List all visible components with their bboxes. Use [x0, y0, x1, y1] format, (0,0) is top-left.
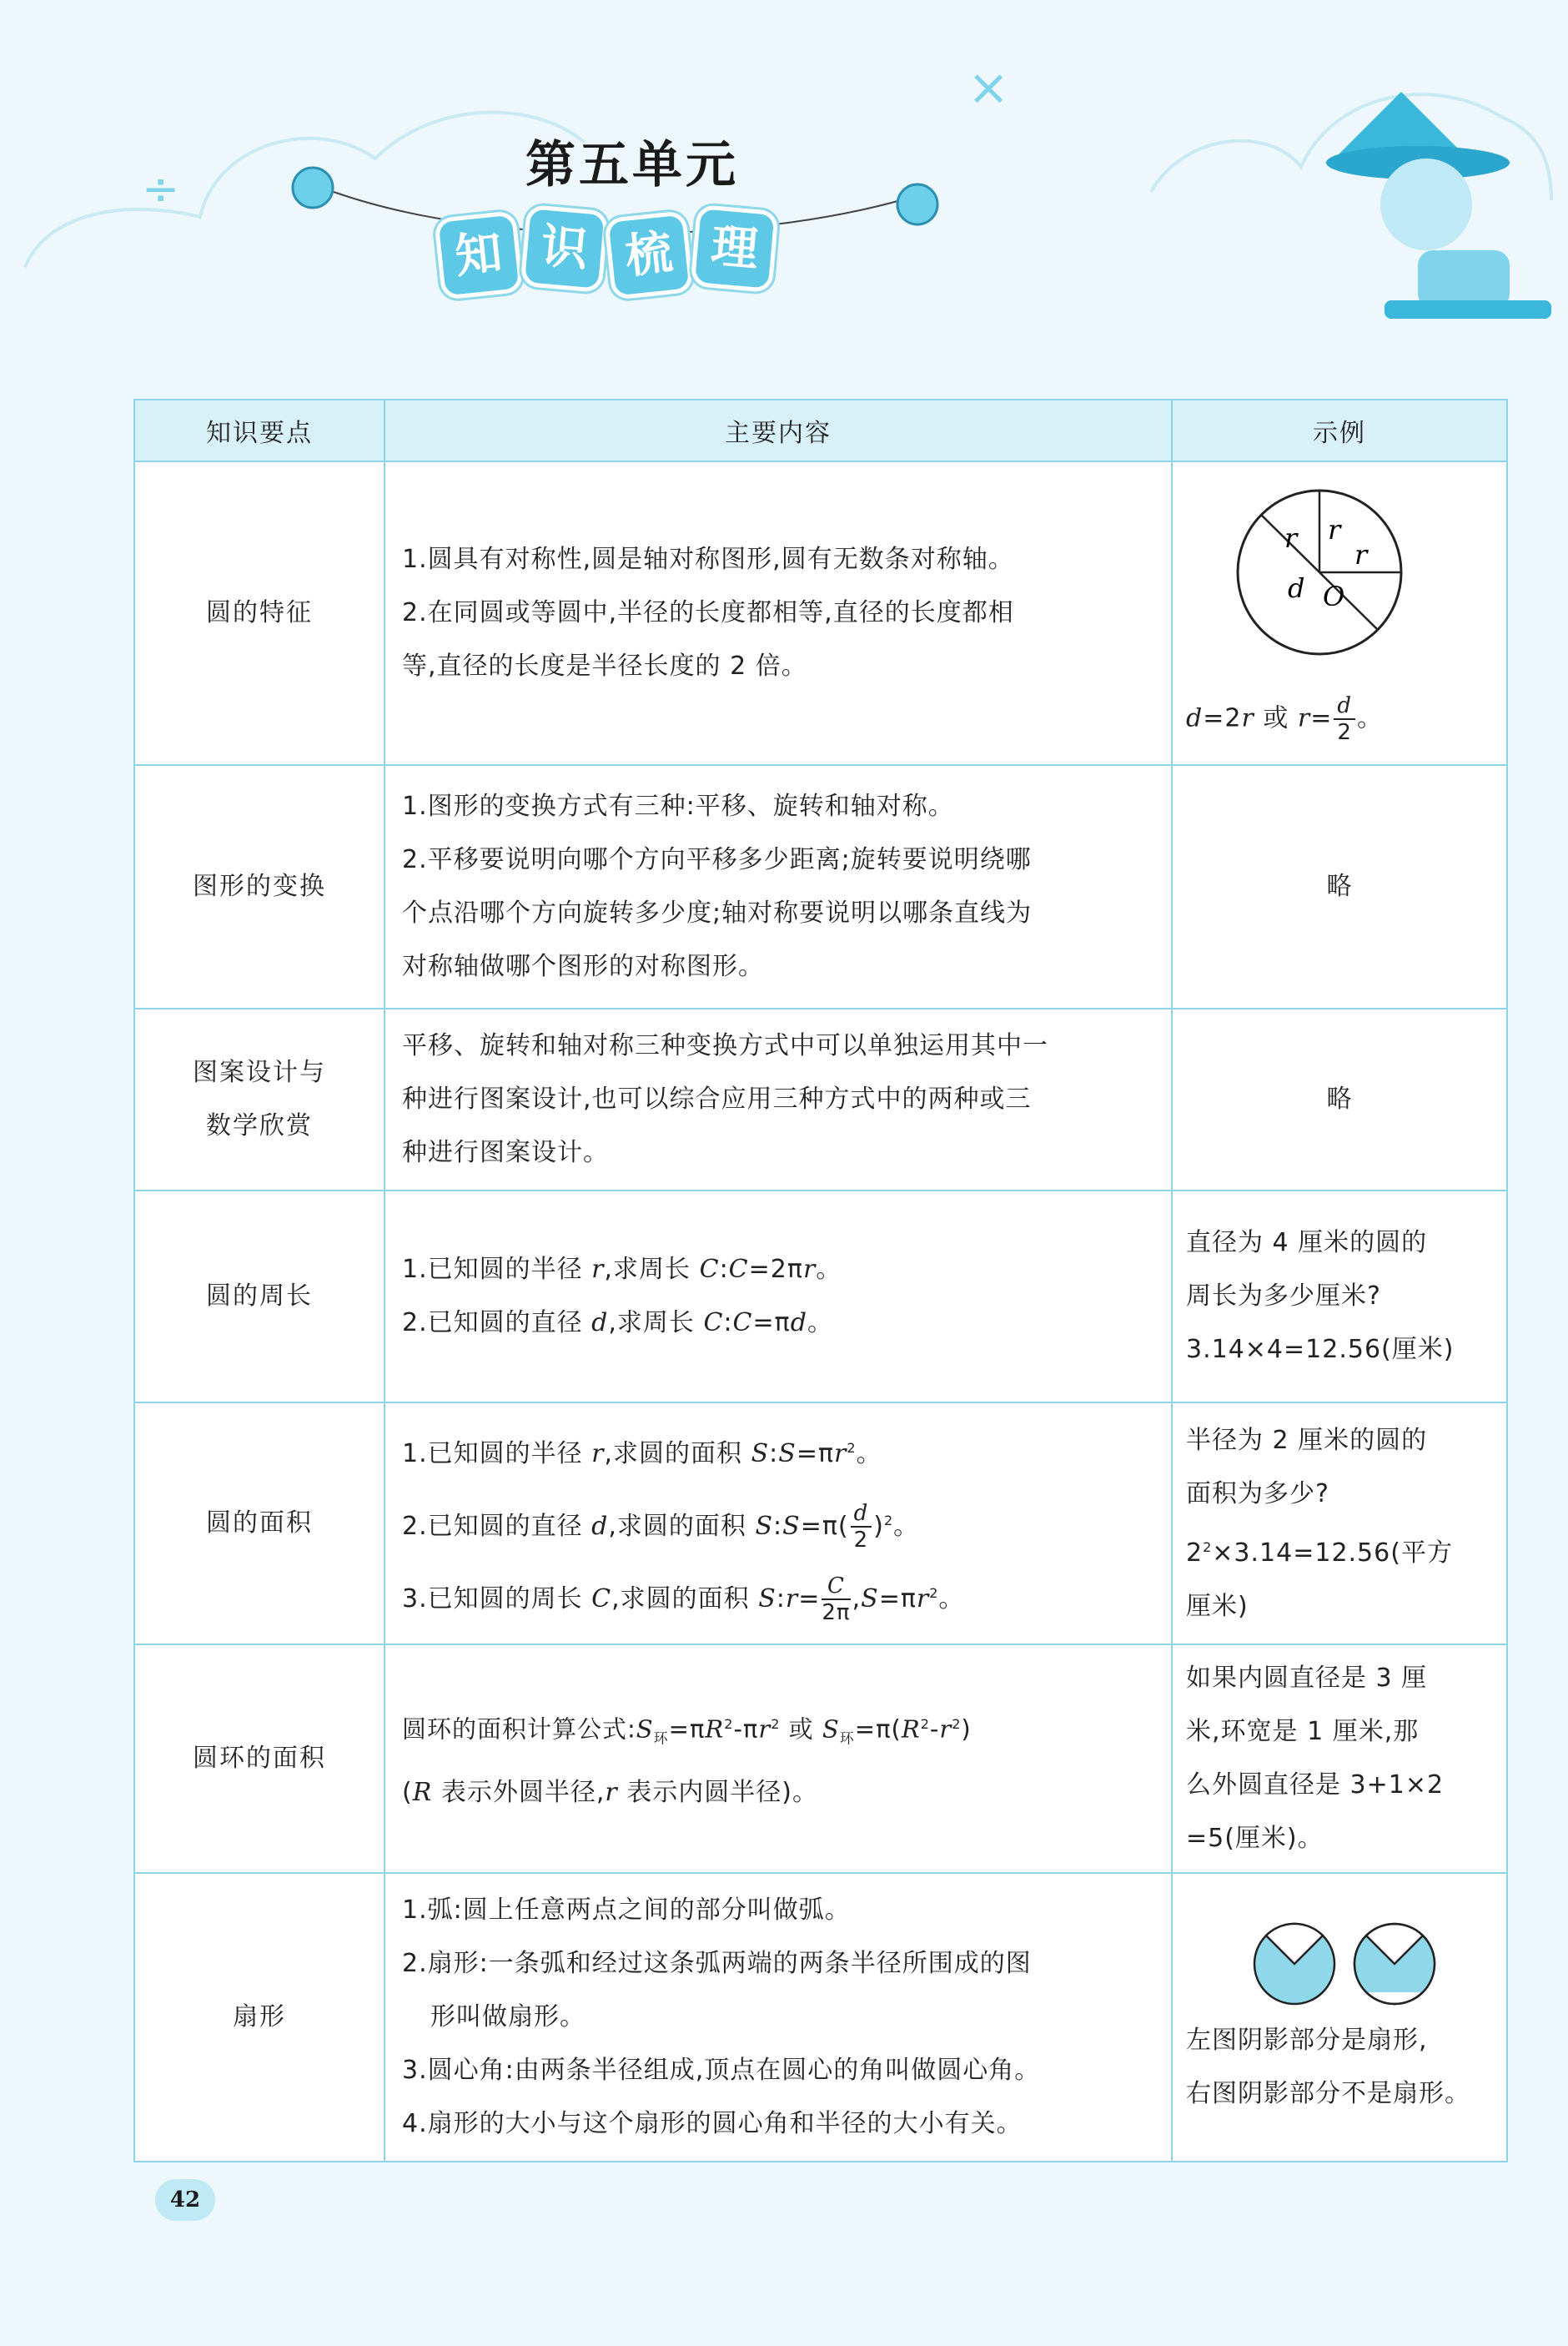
- label-center-o: O: [1323, 580, 1346, 612]
- example-line: =5(厘米)。: [1186, 1824, 1324, 1853]
- row-example: [1172, 461, 1507, 765]
- row-content: [384, 461, 1172, 765]
- row-topic: 圆的周长: [134, 1191, 384, 1402]
- content-line: 平移、旋转和轴对称三种变换方式中可以单独运用其中一: [402, 1031, 1048, 1060]
- label-r: r: [1284, 521, 1299, 554]
- label-r: r: [1354, 538, 1369, 571]
- table-row: [134, 765, 1507, 1009]
- row-example: [1172, 1644, 1507, 1873]
- row-topic: 图形的变换: [134, 765, 384, 1009]
- content-line: 4.扇形的大小与这个扇形的圆心角和半径的大小有关。: [402, 2109, 1023, 2138]
- page-number: 42: [155, 2179, 215, 2221]
- content-line: 2.在同圆或等圆中,半径的长度都相等,直径的长度都相: [402, 598, 1014, 627]
- content-line: 个点沿哪个方向旋转多少度;轴对称要说明以哪条直线为: [402, 899, 1033, 928]
- table-row: [134, 1191, 1507, 1402]
- example-line: 3.14×4=12.56(厘米): [1186, 1335, 1455, 1364]
- example-line: 半径为 2 厘米的圆的: [1186, 1425, 1428, 1455]
- fraction: $\frac{d}{2}$: [851, 1501, 872, 1553]
- content-line: 形叫做扇形。: [430, 2002, 585, 2031]
- table-row: [134, 1873, 1507, 2162]
- row-example: [1172, 1191, 1507, 1402]
- content-line: (R 表示外圆半径,r 表示内圆半径)。: [402, 1777, 818, 1807]
- section-banner: [442, 219, 771, 292]
- topic-line: 图案设计与: [193, 1058, 326, 1087]
- row-example: [1172, 1873, 1507, 2162]
- table-row: [134, 1009, 1507, 1191]
- example-line: 直径为 4 厘米的圆的: [1186, 1228, 1428, 1257]
- row-example: [1172, 1402, 1507, 1644]
- row-content: [384, 1873, 1172, 2162]
- content-line: 2.平移要说明向哪个方向平移多少距离;旋转要说明绕哪: [402, 845, 1032, 874]
- example-line: 周长为多少厘米?: [1186, 1281, 1381, 1311]
- unit-title: 第五单元: [525, 136, 739, 194]
- topic-line: 数学欣赏: [206, 1111, 313, 1140]
- row-example: 略: [1172, 1009, 1507, 1191]
- header-decoration: [0, 0, 1568, 350]
- knowledge-table: [133, 399, 1508, 2162]
- content-line: 1.已知圆的半径 r,求圆的面积 $S:S=\pi r^2$。: [402, 1438, 882, 1468]
- row-content: [384, 1009, 1172, 1191]
- fraction: $\frac{d}{2}$: [1334, 693, 1355, 745]
- header-topic: 知识要点: [134, 400, 384, 461]
- content-line: 等,直径的长度是半径长度的 2 倍。: [402, 652, 807, 681]
- segment-figure-right: [1354, 1924, 1435, 2004]
- banner-char: 理: [695, 209, 774, 288]
- row-topic: [134, 1009, 384, 1191]
- content-line: 2.扇形:一条弧和经过这条弧两端的两条半径所围成的图: [402, 1949, 1032, 1978]
- row-topic: 圆的面积: [134, 1402, 384, 1644]
- content-line: 1.已知圆的半径 r,求周长 C:C=2πr。: [402, 1255, 842, 1284]
- example-line: $2^2\times 3.14=12.56$(平方: [1186, 1538, 1453, 1568]
- content-line: 1.图形的变换方式有三种:平移、旋转和轴对称。: [402, 792, 954, 821]
- header-content: 主要内容: [384, 400, 1172, 461]
- row-content: [384, 1402, 1172, 1644]
- row-content: [384, 765, 1172, 1009]
- banner-char: 识: [525, 209, 604, 288]
- example-line: 面积为多少?: [1186, 1478, 1329, 1508]
- row-topic: 圆环的面积: [134, 1644, 384, 1873]
- sector-diagram: [1186, 1914, 1495, 2014]
- example-line: 米,环宽是 1 厘米,那: [1186, 1717, 1420, 1746]
- label-r: r: [1328, 513, 1342, 546]
- content-line: 2.已知圆的直径 d,求圆的面积 S:S=π( $\frac{d}{2}$ )$^2$。: [402, 1501, 920, 1553]
- content-line: 种进行图案设计,也可以综合应用三种方式中的两种或三: [402, 1085, 1032, 1114]
- row-example: 略: [1172, 765, 1507, 1009]
- button-left: [293, 168, 333, 208]
- content-line: 3.圆心角:由两条半径组成,顶点在圆心的角叫做圆心角。: [402, 2056, 1041, 2085]
- example-line: 如果内圆直径是 3 厘: [1186, 1664, 1428, 1693]
- row-content: [384, 1644, 1172, 1873]
- sector-figure-left: [1254, 1924, 1334, 2004]
- fraction: $\frac{C}{2\pi}$: [822, 1573, 851, 1625]
- row-content: [384, 1191, 1172, 1402]
- header-example: 示例: [1172, 400, 1507, 461]
- table-row: [134, 1402, 1507, 1644]
- table-row: [134, 461, 1507, 765]
- content-line: 种进行图案设计。: [402, 1138, 609, 1167]
- button-right: [897, 184, 937, 224]
- banner-char: 梳: [609, 215, 690, 296]
- table-header-row: [134, 400, 1507, 461]
- label-d: d: [1288, 571, 1306, 604]
- content-line: 1.圆具有对称性,圆是轴对称图形,圆有无数条对称轴。: [402, 545, 1014, 574]
- table-row: [134, 1644, 1507, 1873]
- content-line: 对称轴做哪个图形的对称图形。: [402, 952, 764, 981]
- circle-diagram: [1186, 482, 1495, 674]
- row-topic: 圆的特征: [134, 461, 384, 765]
- content-line: 3.已知圆的周长 C,求圆的面积 S:r= $\frac{C}{2\pi}$ $,S=\pi r^2$。: [402, 1573, 965, 1625]
- plus-sign-decoration: ×: [967, 58, 1010, 117]
- content-line: 2.已知圆的直径 d,求周长 C:C=πd。: [402, 1308, 833, 1337]
- content-line: 圆环的面积计算公式$:S_环=\pi R^2-\pi r^2$ 或 $S_环=\pi(R^2-r^2)$: [402, 1714, 972, 1748]
- diameter-formula: d=2r 或 r= $\frac{d}{2}$ 。: [1186, 692, 1384, 745]
- row-topic: 扇形: [134, 1873, 384, 2162]
- example-line: 么外圆直径是 3+1×2: [1186, 1770, 1445, 1800]
- example-line: 厘米): [1186, 1591, 1249, 1621]
- example-line: 左图阴影部分是扇形,: [1186, 2026, 1428, 2055]
- divide-sign-decoration: ÷: [142, 163, 180, 215]
- banner-char: 知: [439, 215, 520, 296]
- content-line: 1.弧:圆上任意两点之间的部分叫做弧。: [402, 1895, 851, 1925]
- example-line: 右图阴影部分不是扇形。: [1186, 2079, 1470, 2108]
